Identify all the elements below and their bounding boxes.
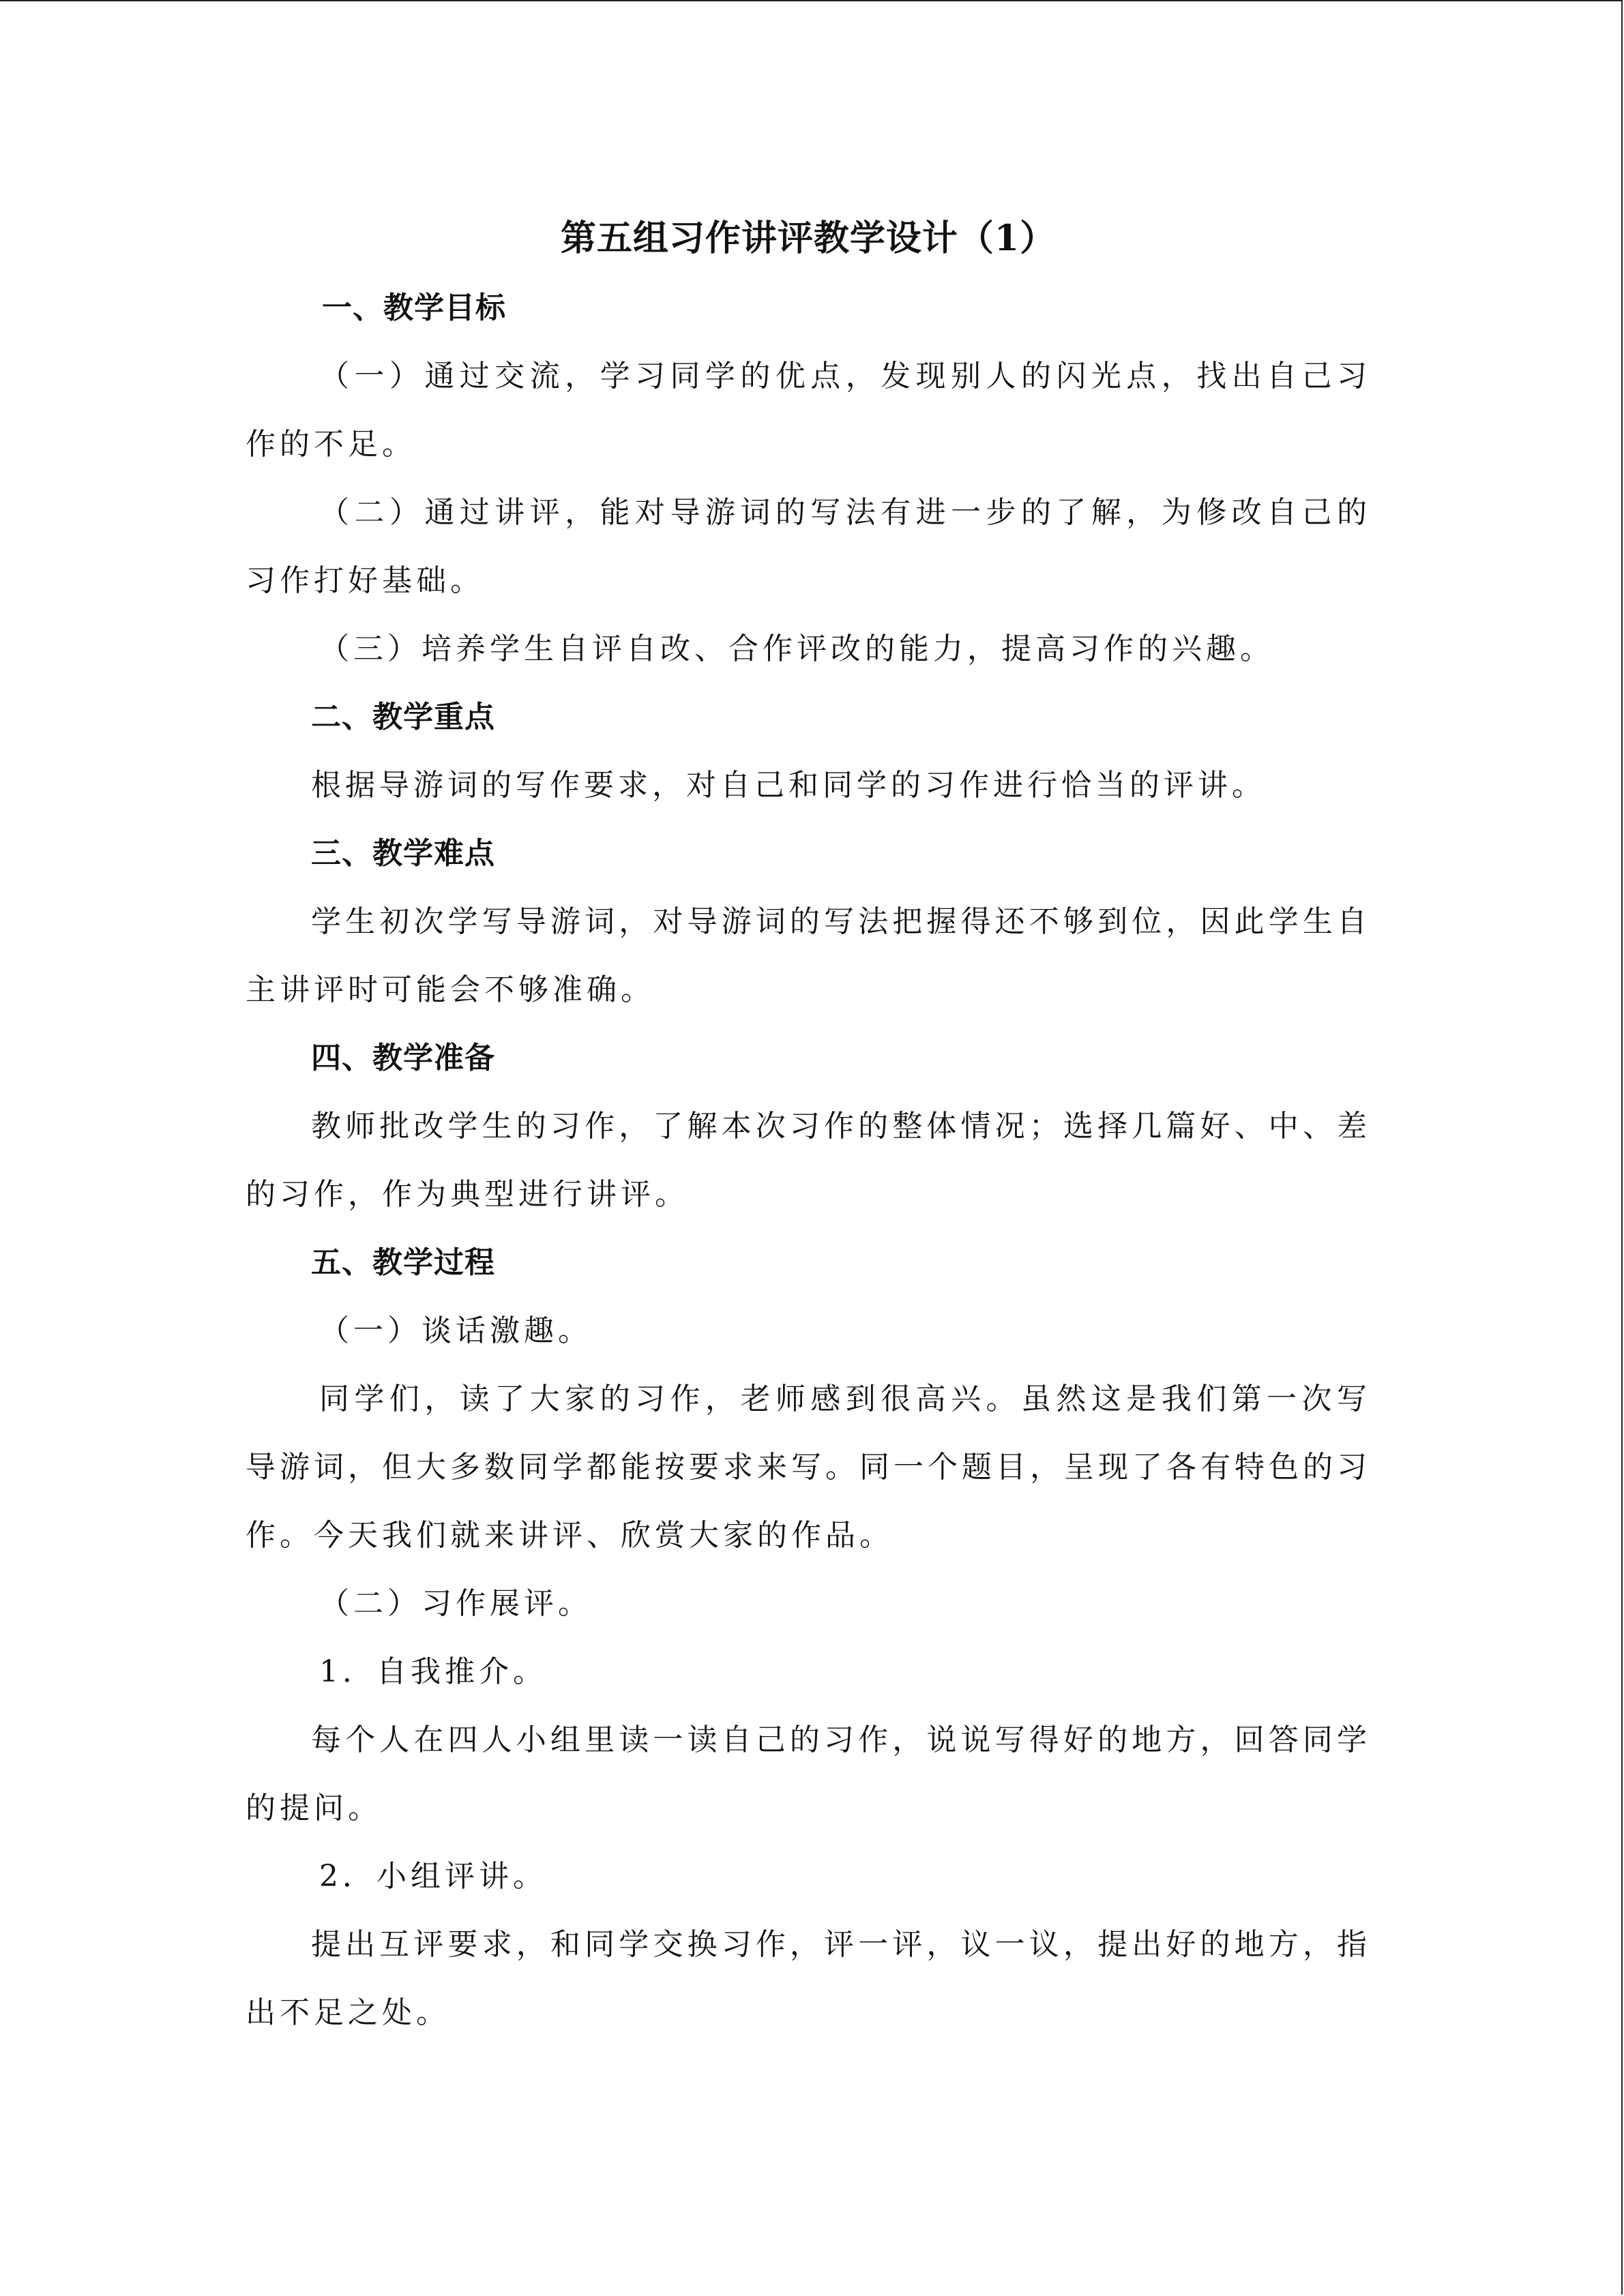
- page-title: 第五组习作讲评教学设计（1）: [560, 218, 1057, 259]
- process-substep-2-heading: 2．小组评讲。: [319, 1859, 547, 1894]
- key-points-paragraph: 根据导游词的写作要求，对自己和同学的习作进行恰当的评讲。: [311, 768, 1266, 803]
- process-step-2-heading: （二）习作展评。: [319, 1586, 592, 1621]
- process-substep-1-heading: 1．自我推介。: [319, 1654, 547, 1689]
- process-substep-1-paragraph: 每个人在四人小组里读一读自己的习作，说说写得好的地方，回答同学的提问。: [246, 1723, 1371, 1825]
- difficulties-paragraph: 学生初次学写导游词，对导游词的写法把握得还不够到位，因此学生自主讲评时可能会不够准确。: [246, 904, 1371, 1007]
- section-heading-difficulties: 三、教学难点: [311, 836, 495, 871]
- section-heading-preparation: 四、教学准备: [311, 1041, 495, 1075]
- section-heading-key-points: 二、教学重点: [311, 700, 495, 734]
- objective-item-2: （二）通过讲评，能对导游词的写法有进一步的了解，为修改自己的习作打好基础。: [246, 495, 1371, 598]
- objective-item-3: （三）培养学生自评自改、合作评改的能力，提高习作的兴趣。: [319, 631, 1274, 666]
- document-body: [246, 205, 1371, 2047]
- process-step-1-paragraph: 同学们，读了大家的习作，老师感到很高兴。虽然这是我们第一次写导游词，但大多数同学都能按要求来写。同一个题目，呈现了各有特色的习作。今天我们就来讲评、欣赏大家的作品。: [246, 1382, 1371, 1553]
- process-substep-2-paragraph: 提出互评要求，和同学交换习作，评一评，议一议，提出好的地方，指出不足之处。: [246, 1927, 1371, 2030]
- section-heading-process: 五、教学过程: [311, 1245, 495, 1280]
- section-heading-objectives: 一、教学目标: [322, 290, 506, 325]
- preparation-paragraph: 教师批改学生的习作，了解本次习作的整体情况；选择几篇好、中、差的习作，作为典型进行讲评。: [246, 1109, 1371, 1212]
- process-step-1-heading: （一）谈话激趣。: [319, 1313, 592, 1348]
- objective-item-1: （一）通过交流，学习同学的优点，发现别人的闪光点，找出自己习作的不足。: [246, 359, 1371, 462]
